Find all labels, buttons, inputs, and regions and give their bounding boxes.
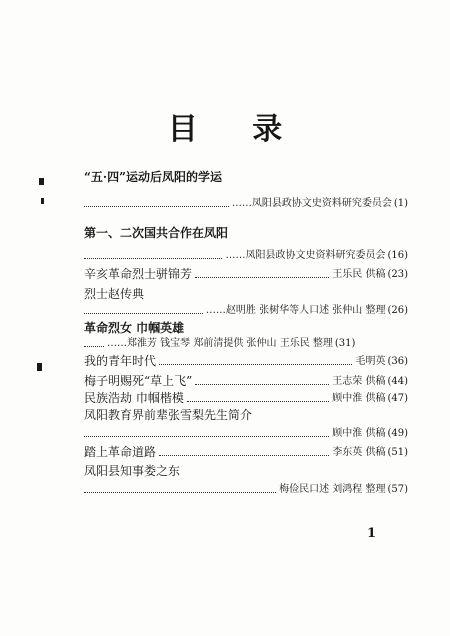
dot-leader: [187, 401, 329, 402]
entry-title: 凤阳教育界前辈张雪梨先生简介: [84, 408, 253, 422]
entry-title: 革命烈女 巾帼英雄: [84, 321, 185, 335]
entry-source: 王志荣 供稿: [332, 376, 386, 387]
entry-page: (23): [387, 269, 408, 280]
toc-entry[interactable]: [84, 287, 408, 301]
toc-entry-source-line: [84, 428, 408, 440]
entry-source: ……赵明胜 张树华等人口述 张仲山 整理: [205, 305, 386, 316]
toc-entry[interactable]: [84, 445, 408, 459]
entry-page: (26): [387, 305, 408, 316]
entry-title: 辛亥革命烈士骈锦芳: [84, 267, 193, 281]
toc-entry[interactable]: [84, 267, 408, 281]
entry-page: (47): [387, 393, 408, 404]
toc-entry-source-line: [84, 198, 408, 210]
toc-entry[interactable]: [84, 321, 408, 335]
toc-entry[interactable]: [84, 170, 408, 184]
entry-source: 顾中淮 供稿: [332, 393, 386, 404]
entry-source: 顾中淮 供稿: [332, 428, 386, 439]
dot-leader: [195, 277, 329, 278]
dot-leader: [159, 455, 329, 456]
entry-page: (31): [334, 338, 356, 349]
dot-leader: [84, 313, 203, 314]
entry-title: 烈士赵传典: [84, 287, 145, 301]
toc-entry[interactable]: [84, 374, 408, 388]
toc-entry-source-line: [84, 305, 408, 317]
entry-page: (57): [387, 484, 408, 495]
entry-title: 梅子明赐死“草上飞”: [84, 374, 193, 388]
entry-title: 第一、二次国共合作在凤阳: [84, 226, 229, 240]
page-number: 1: [367, 526, 377, 541]
entry-page: (49): [387, 428, 408, 439]
entry-source: ……郑淮芳 钱宝琴 郑前清提供 张仲山 王乐民 整理: [107, 338, 333, 349]
toc-entry[interactable]: [84, 408, 408, 422]
entry-title: 踏上革命道路: [84, 445, 157, 459]
entry-title: “五·四”运动后凤阳的学运: [84, 170, 222, 184]
scan-speck: [39, 178, 44, 185]
entry-page: (16): [387, 250, 408, 261]
entry-page: (44): [387, 376, 408, 387]
entry-source: 梅俭民口述 刘鸿程 整理: [279, 484, 386, 495]
entry-source: 王乐民 供稿: [332, 269, 386, 280]
toc-entry[interactable]: [84, 354, 408, 368]
entry-source: 李东英 供稿: [332, 447, 386, 458]
entry-title: 凤阳县知事娄之东: [84, 464, 181, 478]
scan-speck: [41, 198, 44, 204]
entry-page: (1): [393, 198, 408, 209]
dot-leader: [159, 364, 352, 365]
entry-source: ……凤阳县政协文史资料研究委员会: [225, 250, 386, 261]
entry-source: 毛明英: [355, 356, 386, 367]
toc-entry[interactable]: [84, 464, 408, 478]
entry-title: 我的青年时代: [84, 354, 157, 368]
toc-entry-source-line: [84, 484, 408, 496]
dot-leader: [195, 384, 329, 385]
dot-leader: [84, 346, 104, 347]
toc-entry[interactable]: [84, 391, 408, 405]
dot-leader: [84, 436, 329, 437]
toc-entry-source-line: [84, 338, 408, 350]
scan-speck: [37, 363, 42, 371]
entry-page: (51): [387, 447, 408, 458]
dot-leader: [84, 492, 276, 493]
entry-title: 民族浩劫 巾帼楷模: [84, 391, 184, 405]
toc-entry[interactable]: [84, 226, 408, 240]
toc-entry-source-line: [84, 250, 408, 262]
dot-leader: [84, 206, 229, 207]
entry-source: ……凤阳县政协文史资料研究委员会: [231, 198, 392, 209]
page-title: 目 录: [167, 112, 305, 147]
entry-page: (36): [387, 356, 408, 367]
dot-leader: [84, 258, 222, 259]
